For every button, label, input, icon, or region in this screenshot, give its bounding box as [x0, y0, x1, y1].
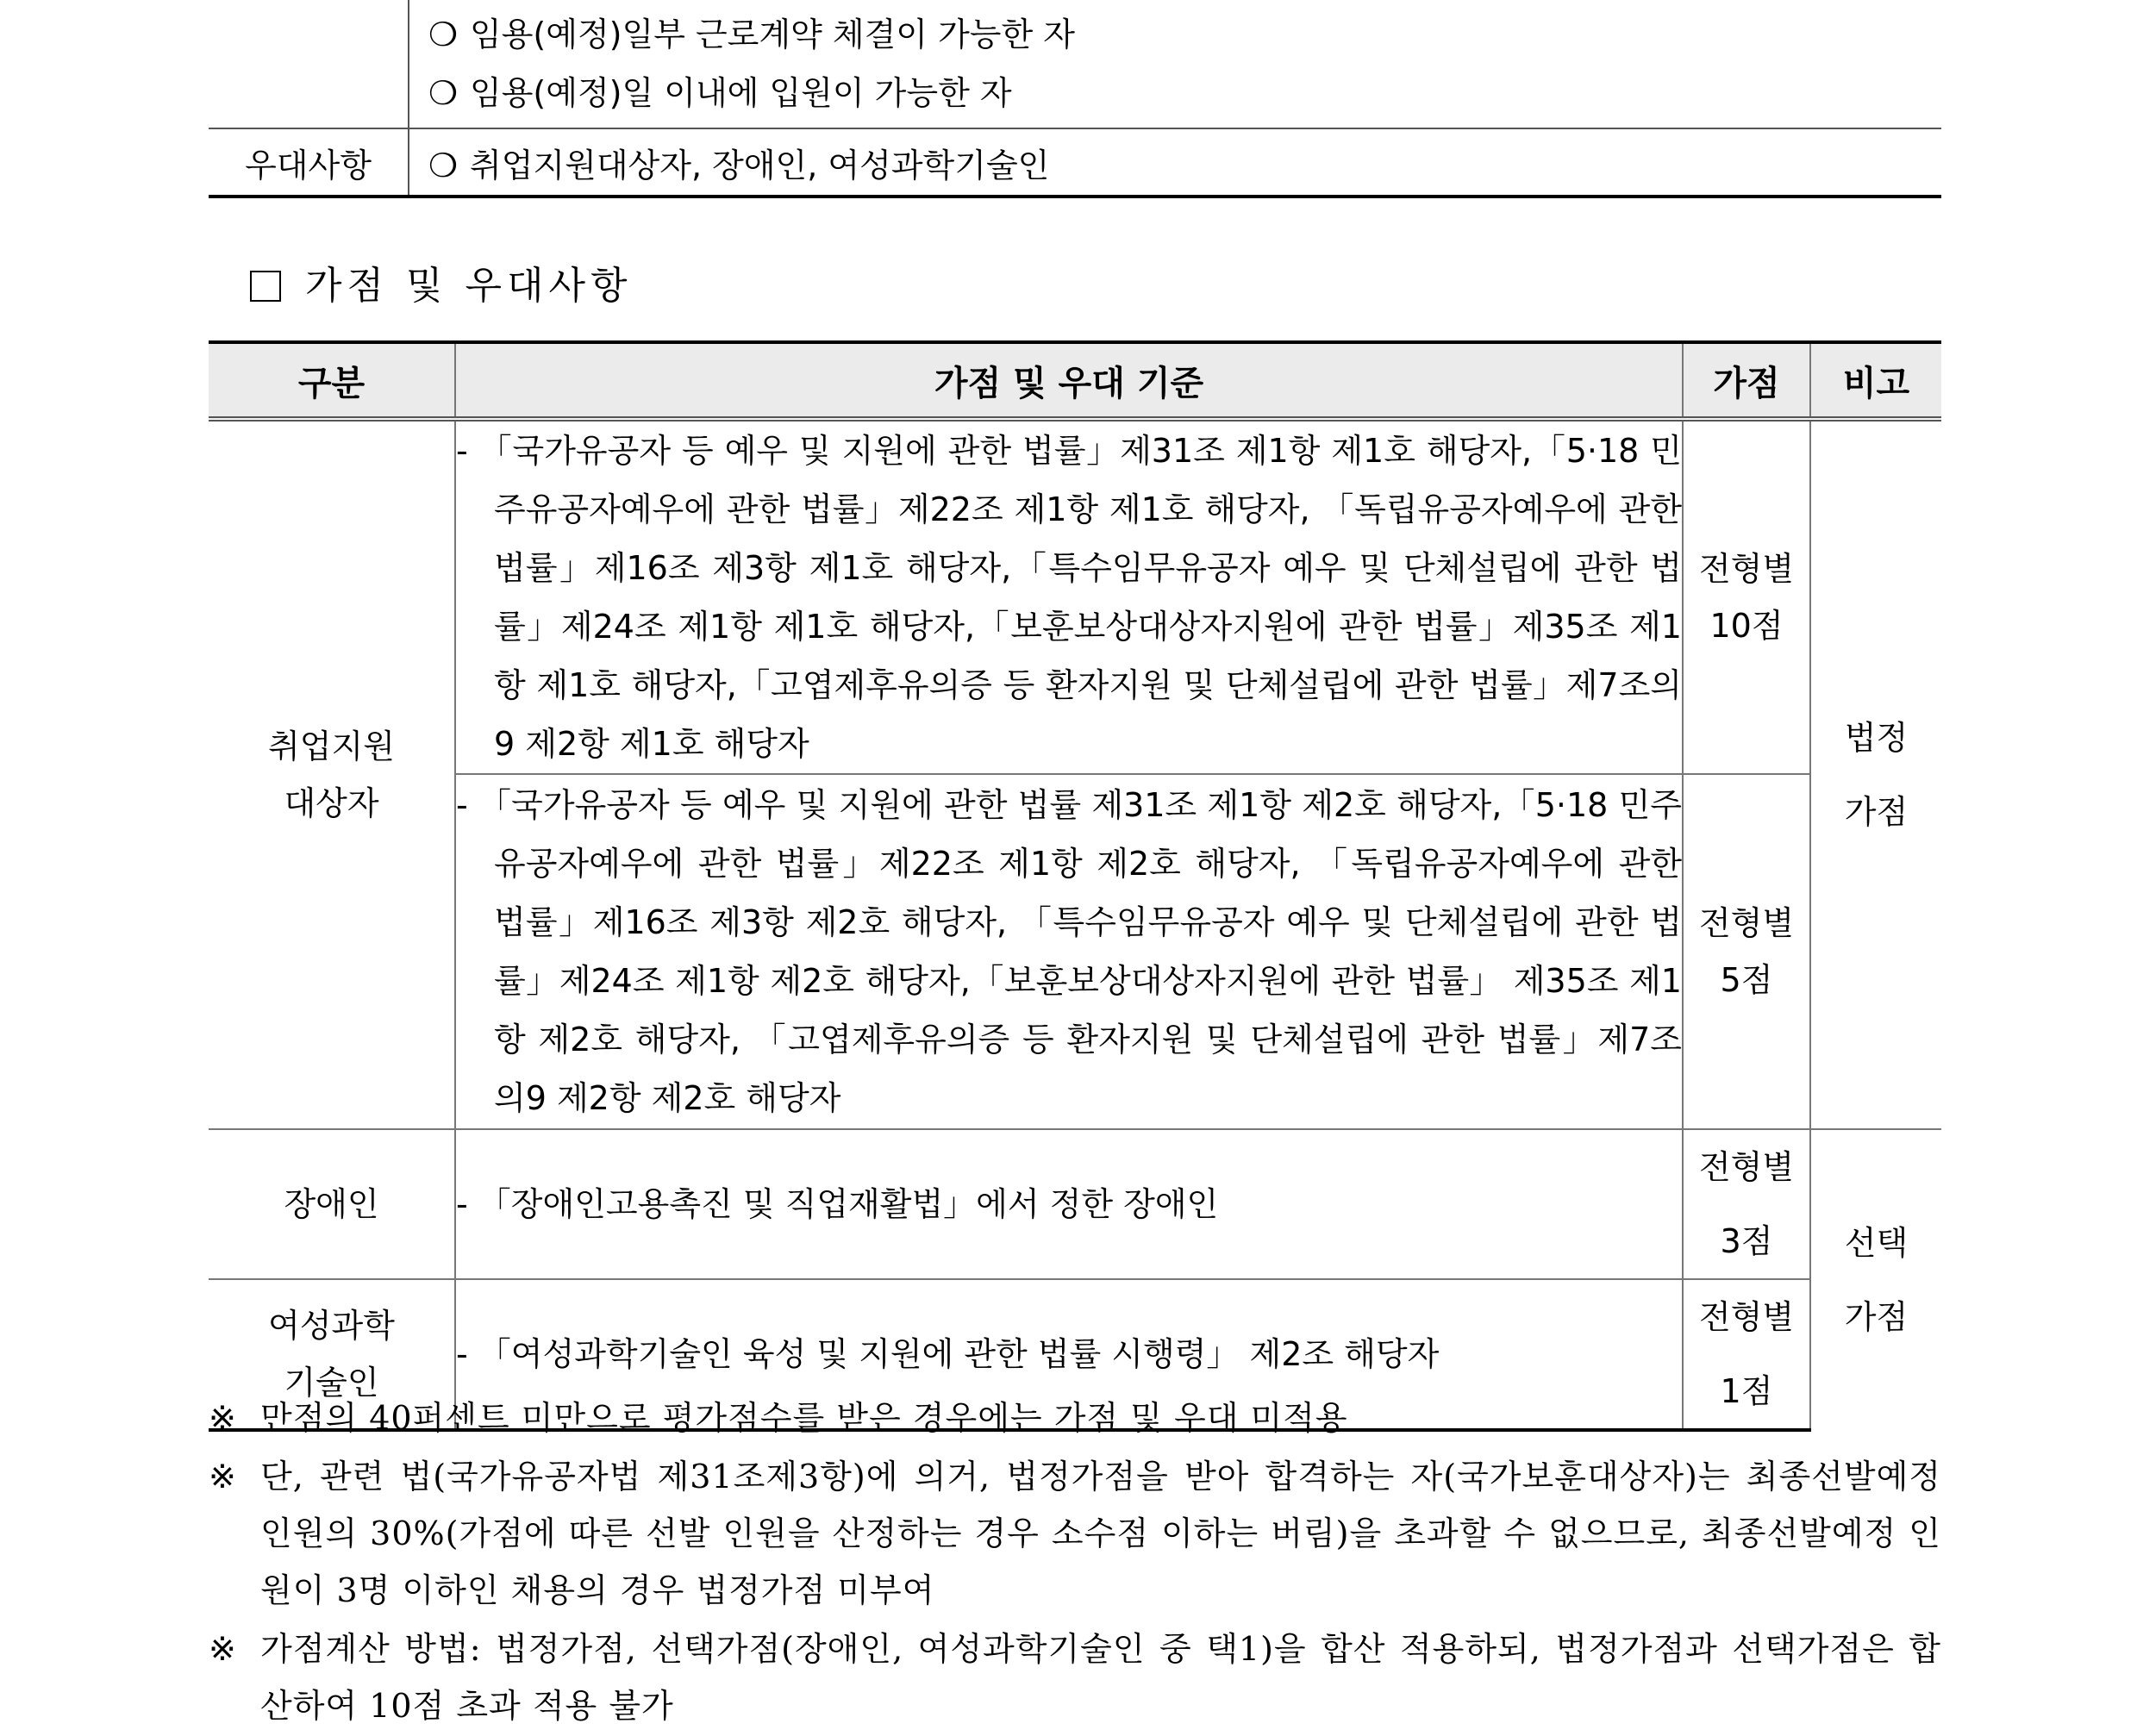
category-disabled: 장애인	[209, 1129, 455, 1279]
footnote-text: 가점계산 방법: 법정가점, 선택가점(장애인, 여성과학기술인 중 택1)을 합산 적용하되, 법정가점과 선택가점은 합산하여 10점 초과 적용 불가	[260, 1630, 1941, 1725]
points-cell: 전형별 1점	[1683, 1279, 1810, 1430]
criteria-text: - 「여성과학기술인 육성 및 지원에 관한 법률 시행령」 제2조 해당자	[455, 1279, 1683, 1430]
header-points: 가점	[1683, 342, 1810, 419]
criteria-cell	[455, 774, 1683, 1129]
section-title: 가점 및 우대사항	[305, 264, 633, 308]
requirement-item: ❍ 임용(예정)일부 근로계약 체결이 가능한 자	[428, 5, 1941, 64]
footnote	[209, 1389, 1941, 1446]
criteria-text: - 「국가유공자 등 예우 및 지원에 관한 법률 제31조 제1항 제2호 해당자,「5·18 민주유공자예우에 관한 법률」제22조 제1항 제2호 해당자, 「독립유공자예우에 관한 법률」제16조 제3항 제2호 해당자, 「특수임무유공자 예우 및 단체설립에 관한 법률」제24조 제1항 제2호 해당자,「보훈보상대상자지원에 관한 법률」 제35조 제1항 제2호 해당자, 「고엽제후유의증 등 환자지원 및 단체설립에 관한 법률」제7조의9 제2항 제2호 해당자	[456, 786, 1682, 1117]
note-optional-points: 선택 가점	[1810, 1129, 1941, 1430]
reference-mark-icon: ※	[209, 1458, 236, 1496]
category-employment-support: 취업지원 대상자	[209, 419, 455, 1129]
category-women-science: 여성과학 기술인	[209, 1279, 455, 1430]
bullet-circle-icon: ❍	[428, 146, 459, 184]
points-cell: 전형별 3점	[1683, 1129, 1810, 1279]
requirements-content	[409, 0, 1941, 128]
table-header-row	[209, 342, 1941, 419]
points-cell: 전형별 5점	[1683, 774, 1810, 1129]
table-row	[209, 419, 1941, 774]
requirements-table	[209, 0, 1941, 198]
footnote	[209, 1620, 1941, 1734]
preference-value: 취업지원대상자, 장애인, 여성과학기술인	[470, 146, 1050, 184]
preference-label: 우대사항	[209, 128, 409, 197]
section-heading	[250, 260, 633, 312]
reference-mark-icon: ※	[209, 1630, 236, 1668]
criteria-text: - 「국가유공자 등 예우 및 지원에 관한 법률」제31조 제1항 제1호 해당자,「5·18 민주유공자예우에 관한 법률」제22조 제1항 제1호 해당자, 「독립유공자예우에 관한 법률」제16조 제3항 제1호 해당자,「특수임무유공자 예우 및 단체설립에 관한 법률」제24조 제1항 제1호 해당자,「보훈보상대상자지원에 관한 법률」제35조 제1항 제1호 해당자,「고엽제후유의증 등 환자지원 및 단체설립에 관한 법률」제7조의9 제2항 제1호 해당자	[456, 432, 1682, 763]
requirements-row	[209, 0, 1941, 128]
header-note: 비고	[1810, 342, 1941, 419]
table-row	[209, 1129, 1941, 1279]
reference-mark-icon: ※	[209, 1399, 236, 1437]
bullet-circle-icon: ❍	[428, 74, 459, 112]
footnotes	[209, 1389, 1941, 1736]
preference-content	[409, 128, 1941, 197]
bonus-points-table	[209, 340, 1941, 1432]
note-statutory-points: 법정 가점	[1810, 419, 1941, 1129]
requirement-item: ❍ 임용(예정)일 이내에 입원이 가능한 자	[428, 64, 1941, 122]
preference-row	[209, 128, 1941, 197]
criteria-text: - 「장애인고용촉진 및 직업재활법」에서 정한 장애인	[455, 1129, 1683, 1279]
footnote	[209, 1448, 1941, 1619]
criteria-cell	[455, 419, 1683, 774]
footnote-text: 단, 관련 법(국가유공자법 제31조제3항)에 의거, 법정가점을 받아 합격하는 자(국가보훈대상자)는 최종선발예정 인원의 30%(가점에 따른 선발 인원을 산정하는 경우 소수점 이하는 버림)을 초과할 수 없으므로, 최종선발예정 인원이 3명 이하인 채용의 경우 법정가점 미부여	[260, 1458, 1941, 1609]
checkbox-square-icon	[250, 271, 281, 302]
header-criteria: 가점 및 우대 기준	[455, 342, 1683, 419]
bullet-circle-icon: ❍	[428, 16, 459, 53]
table-row	[209, 774, 1941, 1129]
header-category: 구분	[209, 342, 455, 419]
footnote-text: 만점의 40퍼센트 미만으로 평가점수를 받은 경우에는 가점 및 우대 미적용	[260, 1399, 1348, 1437]
points-cell: 전형별 10점	[1683, 419, 1810, 774]
requirements-label-cell	[209, 0, 409, 128]
